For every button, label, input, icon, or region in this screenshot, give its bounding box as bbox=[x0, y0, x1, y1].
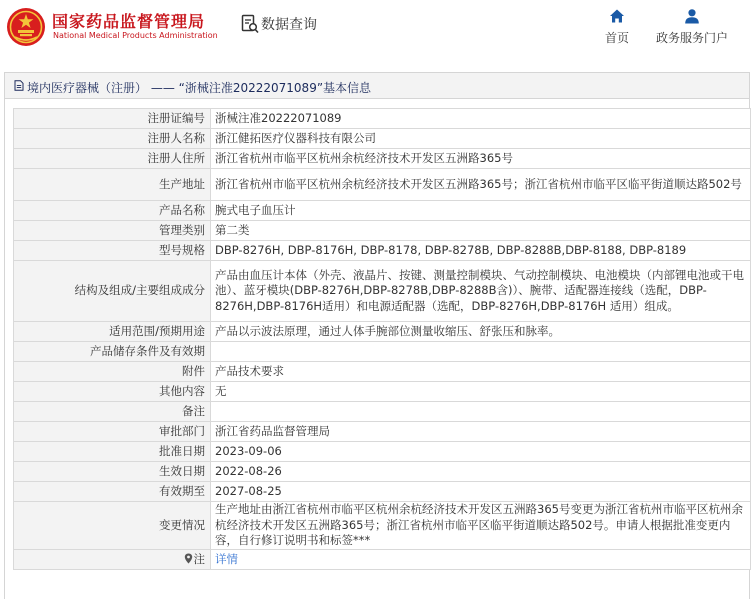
note-value-cell bbox=[211, 550, 751, 570]
field-label: 审批部门 bbox=[14, 422, 211, 442]
field-label: 有效期至 bbox=[14, 482, 211, 502]
field-value: 2027-08-25 bbox=[211, 482, 751, 502]
breadcrumb-text: 境内医疗器械（注册） —— “浙械注准20222071089”基本信息 bbox=[27, 81, 372, 95]
table-row bbox=[14, 362, 751, 382]
home-icon bbox=[609, 8, 625, 24]
user-icon bbox=[684, 8, 700, 24]
table-row bbox=[14, 129, 751, 149]
table-row bbox=[14, 462, 751, 482]
table-row bbox=[14, 442, 751, 462]
registration-info-table bbox=[13, 108, 751, 570]
table-row bbox=[14, 109, 751, 129]
field-label: 备注 bbox=[14, 402, 211, 422]
table-row bbox=[14, 422, 751, 442]
field-label: 生产地址 bbox=[14, 169, 211, 201]
table-row bbox=[14, 149, 751, 169]
site-header bbox=[0, 0, 754, 62]
nav-home-label: 首页 bbox=[604, 31, 629, 45]
details-link[interactable]: 详情 bbox=[215, 551, 238, 566]
field-label: 批准日期 bbox=[14, 442, 211, 462]
field-value: 浙江健拓医疗仪器科技有限公司 bbox=[211, 129, 751, 149]
nav-gov-portal[interactable] bbox=[652, 8, 732, 46]
field-label: 附件 bbox=[14, 362, 211, 382]
field-label: 型号规格 bbox=[14, 241, 211, 261]
field-value: 2023-09-06 bbox=[211, 442, 751, 462]
field-label: 其他内容 bbox=[14, 382, 211, 402]
note-label-cell bbox=[14, 550, 211, 570]
table-row bbox=[14, 482, 751, 502]
field-value: 生产地址由浙江省杭州市临平区杭州余杭经济技术开发区五洲路365号变更为浙江省杭州市临平区杭州余杭经济技术开发区五洲路365号；浙江省杭州市临平区临平街道顺达路502号。申请人根据批准变更内容，自行修订说明书和标签*** bbox=[211, 502, 751, 550]
field-label: 注册证编号 bbox=[14, 109, 211, 129]
field-value: 2022-08-26 bbox=[211, 462, 751, 482]
field-label: 产品名称 bbox=[14, 201, 211, 221]
data-query-label: 数据查询 bbox=[261, 17, 317, 33]
field-value: 第二类 bbox=[211, 221, 751, 241]
note-row bbox=[14, 550, 751, 570]
org-name-en: National Medical Products Administration bbox=[53, 31, 218, 40]
field-value: 浙械注准20222071089 bbox=[211, 109, 751, 129]
nav-gov-portal-label: 政务服务门户 bbox=[655, 31, 728, 45]
table-row bbox=[14, 402, 751, 422]
table-row bbox=[14, 241, 751, 261]
breadcrumb bbox=[4, 72, 750, 99]
table-row bbox=[14, 502, 751, 550]
field-value bbox=[211, 342, 751, 362]
field-value: 产品由血压计本体（外壳、液晶片、按键、测量控制模块、气动控制模块、电池模块（内部锂电池或干电池）、蓝牙模块(DBP-8276H,DBP-8278B,DBP-8288B含)）、腕带、适配器连接线（选配，DBP-8276H,DBP-8176H适用）和电源适配器（选配，DBP-8276H,DBP-8176H 适用）组成。 bbox=[211, 261, 751, 322]
table-row bbox=[14, 322, 751, 342]
org-name-cn: 国家药品监督管理局 bbox=[52, 12, 206, 31]
document-icon bbox=[14, 80, 24, 91]
field-label: 注册人住所 bbox=[14, 149, 211, 169]
location-pin-icon bbox=[184, 553, 193, 564]
national-emblem-icon bbox=[6, 7, 46, 47]
data-query-tab[interactable] bbox=[241, 13, 317, 35]
field-value: 浙江省杭州市临平区杭州余杭经济技术开发区五洲路365号；浙江省杭州市临平区临平街道顺达路502号 bbox=[211, 169, 751, 201]
field-value: 产品以示波法原理，通过人体手腕部位测量收缩压、舒张压和脉率。 bbox=[211, 322, 751, 342]
field-value: DBP-8276H, DBP-8176H, DBP-8178, DBP-8278B, DBP-8288B,DBP-8188, DBP-8189 bbox=[211, 241, 751, 261]
table-row bbox=[14, 169, 751, 201]
field-value bbox=[211, 402, 751, 422]
table-row bbox=[14, 201, 751, 221]
field-label: 管理类别 bbox=[14, 221, 211, 241]
field-label: 适用范围/预期用途 bbox=[14, 322, 211, 342]
field-value: 无 bbox=[211, 382, 751, 402]
field-value: 产品技术要求 bbox=[211, 362, 751, 382]
field-value: 浙江省杭州市临平区杭州余杭经济技术开发区五洲路365号 bbox=[211, 149, 751, 169]
field-label: 结构及组成/主要组成成分 bbox=[14, 261, 211, 322]
field-label: 产品储存条件及有效期 bbox=[14, 342, 211, 362]
table-row bbox=[14, 221, 751, 241]
table-row bbox=[14, 382, 751, 402]
field-value: 腕式电子血压计 bbox=[211, 201, 751, 221]
document-search-icon bbox=[241, 14, 259, 34]
table-row bbox=[14, 261, 751, 322]
field-label: 注册人名称 bbox=[14, 129, 211, 149]
nav-home[interactable] bbox=[600, 8, 634, 46]
field-value: 浙江省药品监督管理局 bbox=[211, 422, 751, 442]
note-label: 注 bbox=[193, 551, 205, 566]
field-label: 变更情况 bbox=[14, 502, 211, 550]
field-label: 生效日期 bbox=[14, 462, 211, 482]
table-row bbox=[14, 342, 751, 362]
